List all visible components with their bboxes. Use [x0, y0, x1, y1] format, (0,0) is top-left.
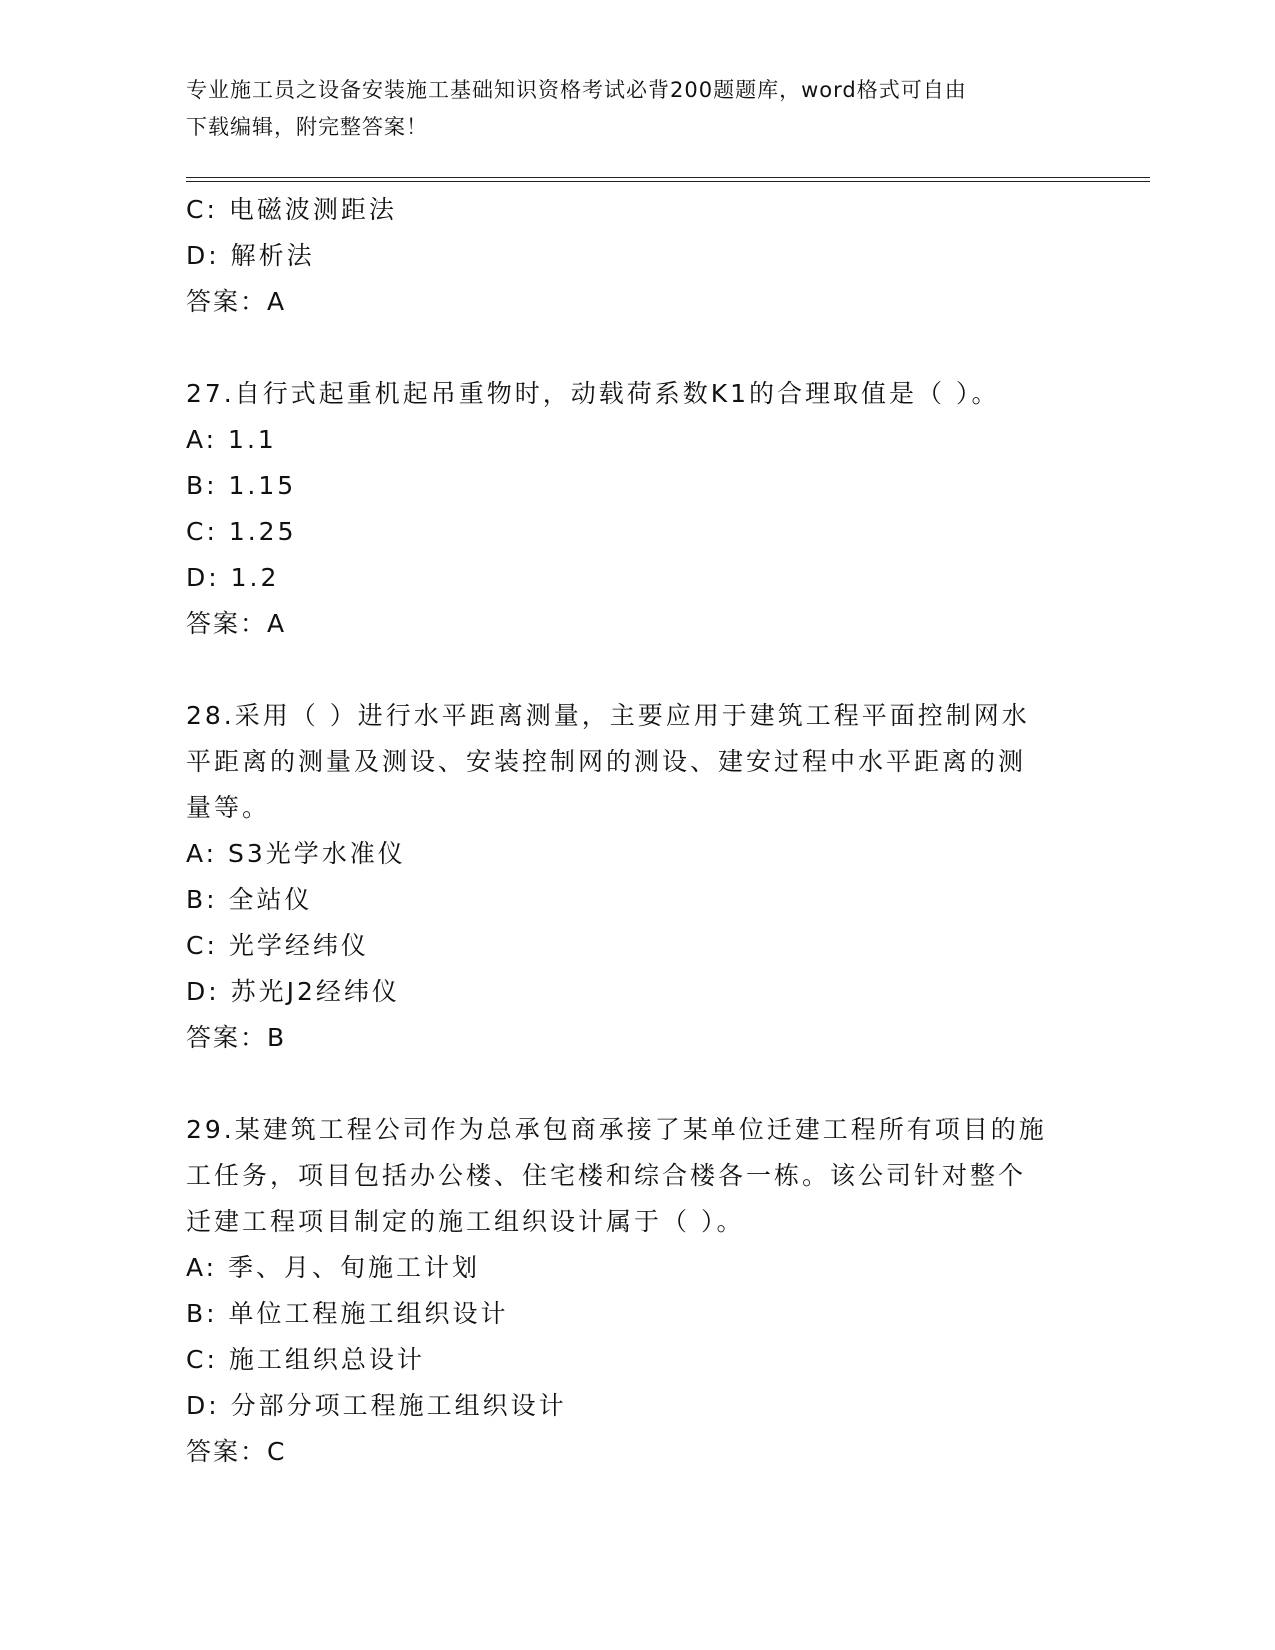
prev-question-block — [186, 187, 1086, 325]
header-divider-bottom — [186, 181, 1150, 182]
option-b: B: 1.15 — [186, 471, 297, 500]
answer-line: 答案：B — [186, 1023, 287, 1052]
option-a: A: S3光学水准仪 — [186, 839, 406, 868]
question-stem: 28.采用（ ）进行水平距离测量，主要应用于建筑工程平面控制网水 — [186, 701, 1030, 730]
question-stem: 平距离的测量及测设、安装控制网的测设、建安过程中水平距离的测 — [186, 747, 1027, 776]
option-a: A: 季、月、旬施工计划 — [186, 1253, 481, 1282]
option-b: B: 全站仪 — [186, 885, 313, 914]
spacer — [186, 325, 1086, 371]
option-c: C: 1.25 — [186, 517, 297, 546]
header-line-2: 下载编辑，附完整答案！ — [186, 115, 428, 139]
header-divider-top — [186, 177, 1150, 178]
option-d: D: 解析法 — [186, 241, 315, 270]
answer-line: 答案：C — [186, 1437, 287, 1466]
spacer — [186, 1061, 1086, 1107]
question-stem: 27.自行式起重机起吊重物时，动载荷系数K1的合理取值是（ ）。 — [186, 379, 1000, 408]
question-stem: 迁建工程项目制定的施工组织设计属于（ ）。 — [186, 1207, 745, 1236]
question-stem: 量等。 — [186, 793, 271, 822]
question-stem: 29.某建筑工程公司作为总承包商承接了某单位迁建工程所有项目的施 — [186, 1115, 1047, 1144]
option-b: B: 单位工程施工组织设计 — [186, 1299, 509, 1328]
document-header — [186, 72, 1086, 146]
question-28 — [186, 693, 1086, 1061]
option-d: D: 分部分项工程施工组织设计 — [186, 1391, 567, 1420]
option-d: D: 1.2 — [186, 563, 280, 592]
answer-line: 答案：A — [186, 609, 287, 638]
question-stem: 工任务，项目包括办公楼、住宅楼和综合楼各一栋。该公司针对整个 — [186, 1161, 1027, 1190]
option-c: C: 光学经纬仪 — [186, 931, 369, 960]
option-a: A: 1.1 — [186, 425, 277, 454]
question-27 — [186, 371, 1086, 647]
question-29 — [186, 1107, 1086, 1475]
option-c: C: 电磁波测距法 — [186, 195, 397, 224]
header-line-1: 专业施工员之设备安装施工基础知识资格考试必背200题题库，word格式可自由 — [186, 78, 967, 102]
spacer — [186, 647, 1086, 693]
question-content — [186, 187, 1086, 1475]
answer-line: 答案：A — [186, 287, 287, 316]
option-c: C: 施工组织总设计 — [186, 1345, 425, 1374]
option-d: D: 苏光J2经纬仪 — [186, 977, 400, 1006]
